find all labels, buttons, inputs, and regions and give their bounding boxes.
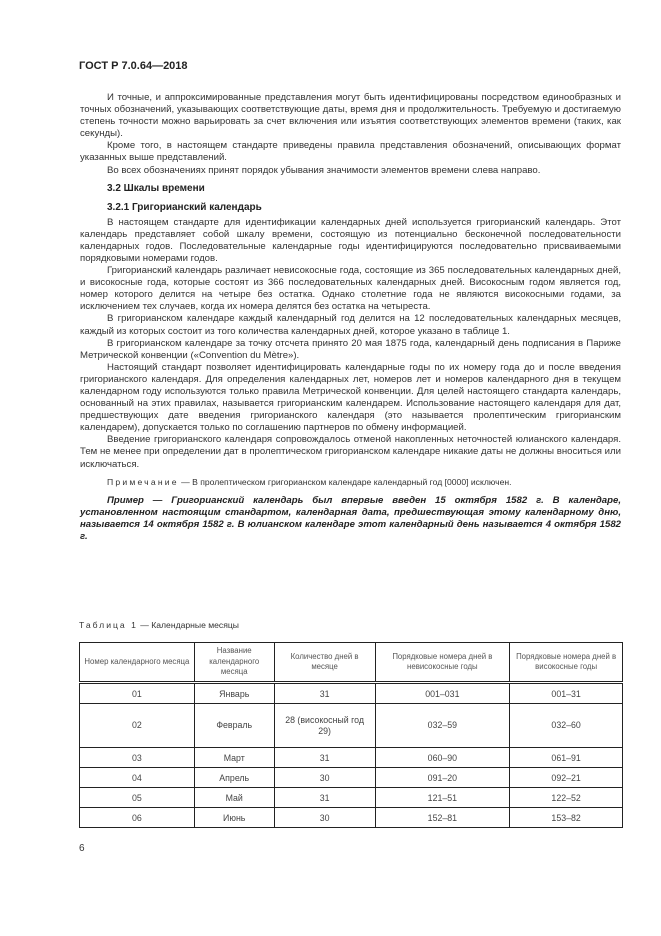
table-cell: 02 [80, 704, 195, 748]
table-cell: 31 [274, 788, 375, 808]
table-cell: Февраль [194, 704, 274, 748]
table-caption [79, 620, 239, 630]
table-header-row [80, 643, 623, 683]
table-cell: Май [194, 788, 274, 808]
table-row [80, 808, 623, 828]
table-cell: 122–52 [510, 788, 623, 808]
table-cell: 001–031 [375, 683, 510, 704]
calendar-months-table [79, 642, 623, 828]
table-cell: 091–20 [375, 768, 510, 788]
table-cell: 06 [80, 808, 195, 828]
paragraph: Кроме того, в настоящем стандарте приведены правила представления обозначений, описывающих формат указанных выше представлений. [80, 140, 621, 164]
document-header: ГОСТ Р 7.0.64—2018 [79, 60, 188, 72]
table-row [80, 704, 623, 748]
table-row [80, 788, 623, 808]
column-header: Порядковые номера дней в невисокосные годы [375, 643, 510, 683]
table-cell: 30 [274, 808, 375, 828]
column-header: Название календарного месяца [194, 643, 274, 683]
table-cell: 032–60 [510, 704, 623, 748]
paragraph: Настоящий стандарт позволяет идентифицировать календарные годы по их номеру года до и после введения григорианского календаря. Для определения календарных лет, номеров лет и номеров календарного дня в текущем календарном году используются только правила Метрической конвенции. Для целей настоящего стандарта календарь, основанный на этих правилах, называется григорианским календарем. Использование настоящего календаря для дат, предшествующих дате введения григорианского календаря (это называется пролептическим григорианским календарем), допускается только по соглашению партнеров по обмену информацией. [80, 361, 621, 434]
table-cell: 03 [80, 748, 195, 768]
table-cell: 31 [274, 683, 375, 704]
table-caption-label: Таблица 1 [79, 620, 138, 630]
table-cell: 152–81 [375, 808, 510, 828]
table-row [80, 683, 623, 704]
table-cell: 30 [274, 768, 375, 788]
table-cell: 28 (високосный год 29) [274, 704, 375, 748]
table-cell: 061–91 [510, 748, 623, 768]
example: Пример — Григорианский календарь был впервые введен 15 октября 1582 г. В календаре, установленном настоящим стандартом, календарная дата, предшествующая этому календарному дню, называется 14 октября 1582 г. В юлианском календаре этот календарный день называется 4 октября 1582 г. [80, 494, 621, 542]
table-cell: Апрель [194, 768, 274, 788]
table-cell: 31 [274, 748, 375, 768]
column-header: Номер календарного месяца [80, 643, 195, 683]
table-cell: Март [194, 748, 274, 768]
note-label: Примечание [107, 476, 179, 487]
document-body [80, 92, 621, 543]
column-header: Порядковые номера дней в високосные годы [510, 643, 623, 683]
table-cell: 04 [80, 768, 195, 788]
table-cell: 092–21 [510, 768, 623, 788]
subsection-heading: 3.2.1 Григорианский календарь [107, 201, 262, 213]
section-heading: 3.2 Шкалы времени [107, 182, 205, 194]
paragraph: Введение григорианского календаря сопровождалось отменой накопленных неточностей юлианского календаря. Тем не менее при определении дат в пролептическом григорианском календаре никакие даты не должны вноситься или исключаться. [80, 434, 621, 470]
table-cell: Июнь [194, 808, 274, 828]
note-text: — В пролептическом григорианском календаре календарный год [0000] исключен. [178, 476, 512, 487]
note [80, 476, 621, 488]
column-header: Количество дней в месяце [274, 643, 375, 683]
page-number: 6 [79, 843, 85, 854]
paragraph: Григорианский календарь различает невисокосные года, состоящие из 365 последовательных календарных дней, и високосные года, которые состоят из 366 последовательных календарных дней. Високосным годом является год, номер которого делится на четыре без остатка. Однако столетние года не являются високосными годами, за исключением тех случаев, когда их номера делятся без остатка на четыреста. [80, 265, 621, 313]
paragraph: И точные, и аппроксимированные представления могут быть идентифицированы посредством единообразных и точных обозначений, указывающих соответствующие даты, время дня и продолжительность. Требуемую и достигаемую степень точности можно варьировать за счет включения или изъятия соответствующих элементов времени (таких, как секунды). [80, 92, 621, 140]
paragraph: Во всех обозначениях принят порядок убывания значимости элементов времени слева направо. [107, 164, 541, 176]
paragraph: В григорианском календаре за точку отсчета принято 20 мая 1875 года, календарный день подписания в Париже Метрической конвенции («Convention du Mètre»). [80, 337, 621, 361]
paragraph: В настоящем стандарте для идентификации календарных дней используется григорианский календарь. Этот календарь представляет собой шкалу времени, состоящую из потенциально бесконечной последовательности календарных годов. Последовательные календарные годы идентифицируются последовательно присваиваемыми порядковыми номерами годов. [80, 216, 621, 264]
table-cell: 153–82 [510, 808, 623, 828]
paragraph: В григорианском календаре каждый календарный год делится на 12 последовательных календарных месяцев, каждый из которых состоит из того количества календарных дней, которое указано в таблице 1. [80, 313, 621, 337]
table-cell: 121–51 [375, 788, 510, 808]
table-row [80, 768, 623, 788]
table-cell: 001–31 [510, 683, 623, 704]
table-cell: 01 [80, 683, 195, 704]
table-cell: 032–59 [375, 704, 510, 748]
table-caption-title: — Календарные месяцы [137, 620, 239, 630]
table-cell: Январь [194, 683, 274, 704]
table-row [80, 748, 623, 768]
table-cell: 060–90 [375, 748, 510, 768]
table-cell: 05 [80, 788, 195, 808]
